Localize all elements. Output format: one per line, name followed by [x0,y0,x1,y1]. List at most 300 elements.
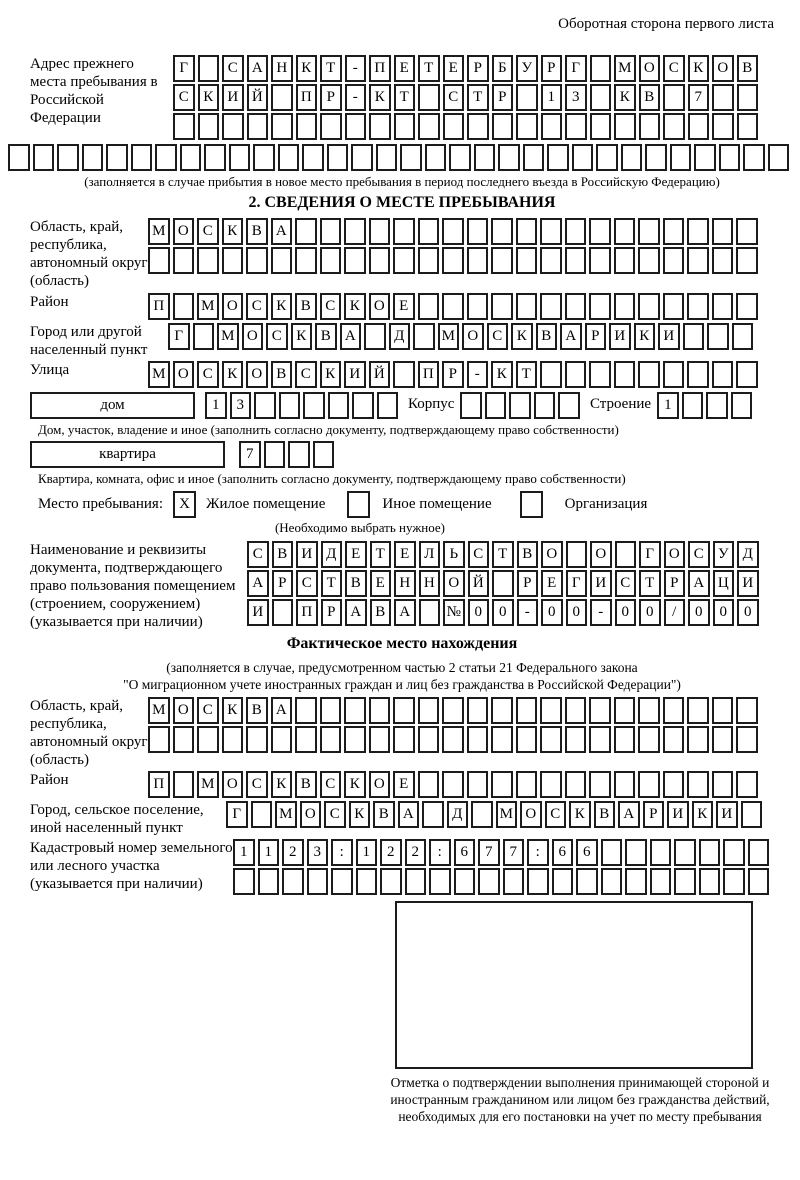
char-cell[interactable] [736,247,758,274]
char-cell[interactable]: К [491,361,513,388]
char-cell[interactable]: Р [541,55,563,82]
char-cell[interactable]: С [468,541,490,568]
char-cell[interactable]: И [222,84,244,111]
char-cell[interactable] [467,697,489,724]
char-cell[interactable]: Г [173,55,195,82]
char-cell[interactable]: Т [394,84,416,111]
char-cell[interactable] [516,218,538,245]
char-cell[interactable]: 1 [233,839,255,866]
char-cell[interactable]: М [197,293,219,320]
char-cell[interactable] [638,361,660,388]
char-cell[interactable]: А [394,599,416,626]
char-cell[interactable]: О [369,293,391,320]
char-cell[interactable]: С [688,541,710,568]
char-cell[interactable] [251,801,273,828]
char-cell[interactable]: К [222,361,244,388]
char-cell[interactable]: К [222,697,244,724]
char-cell[interactable] [741,801,763,828]
char-cell[interactable]: Л [419,541,441,568]
char-cell[interactable] [460,392,482,419]
char-cell[interactable] [82,144,104,171]
char-cell[interactable] [589,293,611,320]
char-cell[interactable] [173,293,195,320]
char-cell[interactable] [663,293,685,320]
char-cell[interactable]: А [398,801,420,828]
char-cell[interactable]: У [516,55,538,82]
char-cell[interactable]: О [590,541,612,568]
char-cell[interactable]: 2 [282,839,304,866]
char-cell[interactable] [576,868,598,895]
char-cell[interactable] [394,113,416,140]
char-cell[interactable]: И [658,323,680,350]
char-cell[interactable]: Т [370,541,392,568]
char-cell[interactable] [222,113,244,140]
char-cell[interactable]: П [296,599,318,626]
char-cell[interactable]: В [370,599,392,626]
char-cell[interactable]: 7 [503,839,525,866]
char-cell[interactable] [516,697,538,724]
checkbox-organizatsiya[interactable] [520,491,543,518]
checkbox-inoe[interactable] [347,491,370,518]
char-cell[interactable] [345,113,367,140]
char-cell[interactable]: Т [639,570,661,597]
char-cell[interactable]: 0 [639,599,661,626]
char-cell[interactable] [413,323,435,350]
char-cell[interactable]: А [247,55,269,82]
char-cell[interactable] [352,392,374,419]
char-cell[interactable] [467,113,489,140]
char-cell[interactable] [418,771,440,798]
char-cell[interactable] [344,218,366,245]
char-cell[interactable] [663,84,685,111]
char-cell[interactable] [33,144,55,171]
char-cell[interactable] [589,361,611,388]
char-cell[interactable] [449,144,471,171]
char-cell[interactable] [264,441,286,468]
char-cell[interactable]: К [369,84,391,111]
char-cell[interactable]: К [344,293,366,320]
char-cell[interactable]: П [369,55,391,82]
char-cell[interactable]: Е [443,55,465,82]
char-cell[interactable] [173,726,195,753]
char-cell[interactable]: 3 [307,839,329,866]
char-cell[interactable] [558,392,580,419]
char-cell[interactable] [271,113,293,140]
char-cell[interactable]: О [462,323,484,350]
char-cell[interactable] [712,113,734,140]
char-cell[interactable]: А [271,697,293,724]
char-cell[interactable]: М [148,361,170,388]
char-cell[interactable] [516,771,538,798]
char-cell[interactable] [467,771,489,798]
char-cell[interactable] [198,113,220,140]
char-cell[interactable]: К [296,55,318,82]
char-cell[interactable] [492,113,514,140]
char-cell[interactable]: Е [393,771,415,798]
char-cell[interactable]: 1 [657,392,679,419]
char-cell[interactable] [572,144,594,171]
char-cell[interactable]: 6 [454,839,476,866]
char-cell[interactable] [246,247,268,274]
char-cell[interactable]: К [349,801,371,828]
char-cell[interactable] [474,144,496,171]
char-cell[interactable]: И [609,323,631,350]
char-cell[interactable]: Д [389,323,411,350]
char-cell[interactable]: Р [585,323,607,350]
char-cell[interactable] [369,697,391,724]
char-cell[interactable]: С [173,84,195,111]
char-cell[interactable] [565,113,587,140]
korpus-row[interactable] [460,392,580,419]
char-cell[interactable] [282,868,304,895]
char-cell[interactable] [523,144,545,171]
char-cell[interactable] [233,868,255,895]
char-cell[interactable] [614,218,636,245]
char-cell[interactable] [351,144,373,171]
char-cell[interactable]: О [664,541,686,568]
char-cell[interactable] [650,868,672,895]
char-cell[interactable]: К [271,771,293,798]
char-cell[interactable]: 1 [541,84,563,111]
char-cell[interactable] [173,771,195,798]
char-cell[interactable]: - [345,84,367,111]
char-cell[interactable] [688,113,710,140]
char-cell[interactable] [498,144,520,171]
char-cell[interactable]: Р [321,599,343,626]
char-cell[interactable]: В [737,55,759,82]
char-cell[interactable]: А [345,599,367,626]
stroenie-row[interactable] [657,392,752,419]
char-cell[interactable]: Н [271,55,293,82]
char-cell[interactable] [663,113,685,140]
oblast-row-2[interactable] [148,247,758,274]
char-cell[interactable]: А [560,323,582,350]
char-cell[interactable]: - [345,55,367,82]
char-cell[interactable]: Е [370,570,392,597]
char-cell[interactable] [491,726,513,753]
char-cell[interactable] [509,392,531,419]
char-cell[interactable]: 6 [552,839,574,866]
char-cell[interactable]: С [320,771,342,798]
char-cell[interactable] [650,839,672,866]
char-cell[interactable] [278,144,300,171]
char-cell[interactable] [540,771,562,798]
char-cell[interactable]: / [664,599,686,626]
char-cell[interactable]: Р [272,570,294,597]
char-cell[interactable]: С [663,55,685,82]
char-cell[interactable] [57,144,79,171]
char-cell[interactable]: В [594,801,616,828]
char-cell[interactable] [552,868,574,895]
char-cell[interactable] [737,84,759,111]
char-cell[interactable] [491,293,513,320]
char-cell[interactable] [197,247,219,274]
char-cell[interactable] [377,392,399,419]
char-cell[interactable]: А [340,323,362,350]
char-cell[interactable] [736,361,758,388]
char-cell[interactable]: : [429,839,451,866]
char-cell[interactable] [614,726,636,753]
char-cell[interactable]: 0 [566,599,588,626]
char-cell[interactable] [253,144,275,171]
char-cell[interactable] [454,868,476,895]
kvartira-number-row[interactable] [239,441,334,468]
fact-oblast-row-2[interactable] [148,726,758,753]
char-cell[interactable]: - [517,599,539,626]
char-cell[interactable]: Д [737,541,759,568]
char-cell[interactable] [589,697,611,724]
char-cell[interactable] [198,55,220,82]
char-cell[interactable] [565,218,587,245]
char-cell[interactable]: П [418,361,440,388]
char-cell[interactable]: 7 [239,441,261,468]
char-cell[interactable]: О [173,218,195,245]
char-cell[interactable]: К [634,323,656,350]
document-row-1[interactable] [247,541,759,568]
char-cell[interactable] [687,293,709,320]
char-cell[interactable]: В [272,541,294,568]
char-cell[interactable] [674,868,696,895]
char-cell[interactable]: О [712,55,734,82]
char-cell[interactable]: В [517,541,539,568]
char-cell[interactable] [425,144,447,171]
char-cell[interactable] [638,697,660,724]
char-cell[interactable] [712,361,734,388]
char-cell[interactable]: 7 [688,84,710,111]
char-cell[interactable] [748,839,770,866]
char-cell[interactable] [712,218,734,245]
char-cell[interactable] [565,293,587,320]
char-cell[interactable]: - [590,599,612,626]
char-cell[interactable] [393,726,415,753]
char-cell[interactable] [419,599,441,626]
char-cell[interactable]: 6 [576,839,598,866]
fact-raion-row[interactable] [148,771,758,798]
char-cell[interactable]: 2 [380,839,402,866]
char-cell[interactable] [723,868,745,895]
char-cell[interactable]: О [639,55,661,82]
char-cell[interactable]: Р [492,84,514,111]
char-cell[interactable] [418,247,440,274]
char-cell[interactable] [328,392,350,419]
char-cell[interactable] [442,293,464,320]
char-cell[interactable]: Т [467,84,489,111]
char-cell[interactable] [295,697,317,724]
char-cell[interactable]: К [271,293,293,320]
char-cell[interactable] [173,113,195,140]
char-cell[interactable] [320,218,342,245]
char-cell[interactable] [687,697,709,724]
char-cell[interactable] [288,441,310,468]
char-cell[interactable] [376,144,398,171]
prev-address-row-4[interactable] [8,144,774,171]
char-cell[interactable]: О [222,771,244,798]
char-cell[interactable] [303,392,325,419]
char-cell[interactable]: К [344,771,366,798]
char-cell[interactable]: С [197,218,219,245]
char-cell[interactable]: Й [369,361,391,388]
char-cell[interactable]: С [197,697,219,724]
char-cell[interactable] [663,247,685,274]
char-cell[interactable] [467,726,489,753]
char-cell[interactable]: Е [394,55,416,82]
char-cell[interactable] [491,247,513,274]
char-cell[interactable]: Р [664,570,686,597]
char-cell[interactable] [516,726,538,753]
kvartira-type-box[interactable]: квартира [30,441,225,468]
char-cell[interactable] [540,361,562,388]
char-cell[interactable]: В [315,323,337,350]
char-cell[interactable] [670,144,692,171]
char-cell[interactable]: Т [320,55,342,82]
char-cell[interactable]: : [527,839,549,866]
char-cell[interactable] [638,218,660,245]
char-cell[interactable]: Е [394,541,416,568]
char-cell[interactable] [320,113,342,140]
char-cell[interactable] [663,218,685,245]
char-cell[interactable] [638,726,660,753]
char-cell[interactable]: С [266,323,288,350]
char-cell[interactable] [155,144,177,171]
char-cell[interactable]: № [443,599,465,626]
char-cell[interactable]: О [541,541,563,568]
char-cell[interactable] [565,697,587,724]
char-cell[interactable]: М [197,771,219,798]
char-cell[interactable]: В [373,801,395,828]
char-cell[interactable]: В [639,84,661,111]
char-cell[interactable] [418,726,440,753]
char-cell[interactable] [222,247,244,274]
char-cell[interactable] [442,697,464,724]
char-cell[interactable]: Б [492,55,514,82]
char-cell[interactable] [687,247,709,274]
char-cell[interactable]: О [443,570,465,597]
char-cell[interactable] [356,868,378,895]
kadastr-row-2[interactable] [233,868,769,895]
char-cell[interactable]: Й [247,84,269,111]
char-cell[interactable] [271,247,293,274]
char-cell[interactable] [768,144,790,171]
char-cell[interactable] [601,839,623,866]
char-cell[interactable] [663,697,685,724]
char-cell[interactable]: 7 [478,839,500,866]
char-cell[interactable]: Ц [713,570,735,597]
char-cell[interactable] [547,144,569,171]
char-cell[interactable] [246,726,268,753]
char-cell[interactable] [442,218,464,245]
char-cell[interactable]: С [296,570,318,597]
dom-type-box[interactable]: дом [30,392,195,419]
char-cell[interactable]: А [688,570,710,597]
char-cell[interactable] [639,113,661,140]
char-cell[interactable] [699,868,721,895]
char-cell[interactable]: М [148,218,170,245]
char-cell[interactable] [625,868,647,895]
char-cell[interactable] [541,113,563,140]
char-cell[interactable] [625,839,647,866]
char-cell[interactable] [467,293,489,320]
char-cell[interactable]: И [296,541,318,568]
char-cell[interactable] [516,247,538,274]
char-cell[interactable]: О [369,771,391,798]
char-cell[interactable]: С [545,801,567,828]
char-cell[interactable]: В [246,218,268,245]
char-cell[interactable] [736,293,758,320]
char-cell[interactable] [320,697,342,724]
char-cell[interactable] [422,801,444,828]
char-cell[interactable]: К [222,218,244,245]
char-cell[interactable] [706,392,728,419]
char-cell[interactable]: С [487,323,509,350]
char-cell[interactable] [131,144,153,171]
char-cell[interactable] [540,293,562,320]
char-cell[interactable]: Г [639,541,661,568]
char-cell[interactable]: М [148,697,170,724]
char-cell[interactable] [663,361,685,388]
kadastr-row-1[interactable] [233,839,769,866]
char-cell[interactable] [590,113,612,140]
char-cell[interactable] [683,323,705,350]
char-cell[interactable] [712,293,734,320]
char-cell[interactable] [590,84,612,111]
char-cell[interactable]: Т [492,541,514,568]
char-cell[interactable] [393,697,415,724]
char-cell[interactable] [621,144,643,171]
char-cell[interactable]: Г [565,55,587,82]
char-cell[interactable] [565,247,587,274]
char-cell[interactable]: 1 [205,392,227,419]
char-cell[interactable]: К [320,361,342,388]
char-cell[interactable]: В [295,771,317,798]
char-cell[interactable] [405,868,427,895]
char-cell[interactable] [279,392,301,419]
char-cell[interactable] [503,868,525,895]
char-cell[interactable] [204,144,226,171]
char-cell[interactable] [638,771,660,798]
char-cell[interactable] [638,293,660,320]
char-cell[interactable]: Р [643,801,665,828]
char-cell[interactable]: Т [321,570,343,597]
char-cell[interactable]: 0 [737,599,759,626]
char-cell[interactable]: С [197,361,219,388]
char-cell[interactable]: Р [320,84,342,111]
char-cell[interactable] [247,113,269,140]
char-cell[interactable] [295,247,317,274]
char-cell[interactable]: 3 [565,84,587,111]
char-cell[interactable]: С [246,293,268,320]
char-cell[interactable]: 3 [230,392,252,419]
char-cell[interactable] [589,771,611,798]
prev-address-row-3[interactable] [173,113,758,140]
char-cell[interactable] [614,247,636,274]
char-cell[interactable] [295,218,317,245]
char-cell[interactable] [106,144,128,171]
char-cell[interactable]: : [331,839,353,866]
char-cell[interactable] [442,247,464,274]
char-cell[interactable] [589,247,611,274]
char-cell[interactable] [540,726,562,753]
fact-gorod-row[interactable] [226,801,762,828]
gorod-row[interactable] [168,323,753,350]
char-cell[interactable] [736,697,758,724]
prev-address-row-2[interactable] [173,84,758,111]
char-cell[interactable]: О [520,801,542,828]
char-cell[interactable]: 2 [405,839,427,866]
char-cell[interactable]: И [737,570,759,597]
char-cell[interactable] [596,144,618,171]
char-cell[interactable]: 0 [541,599,563,626]
char-cell[interactable]: С [295,361,317,388]
